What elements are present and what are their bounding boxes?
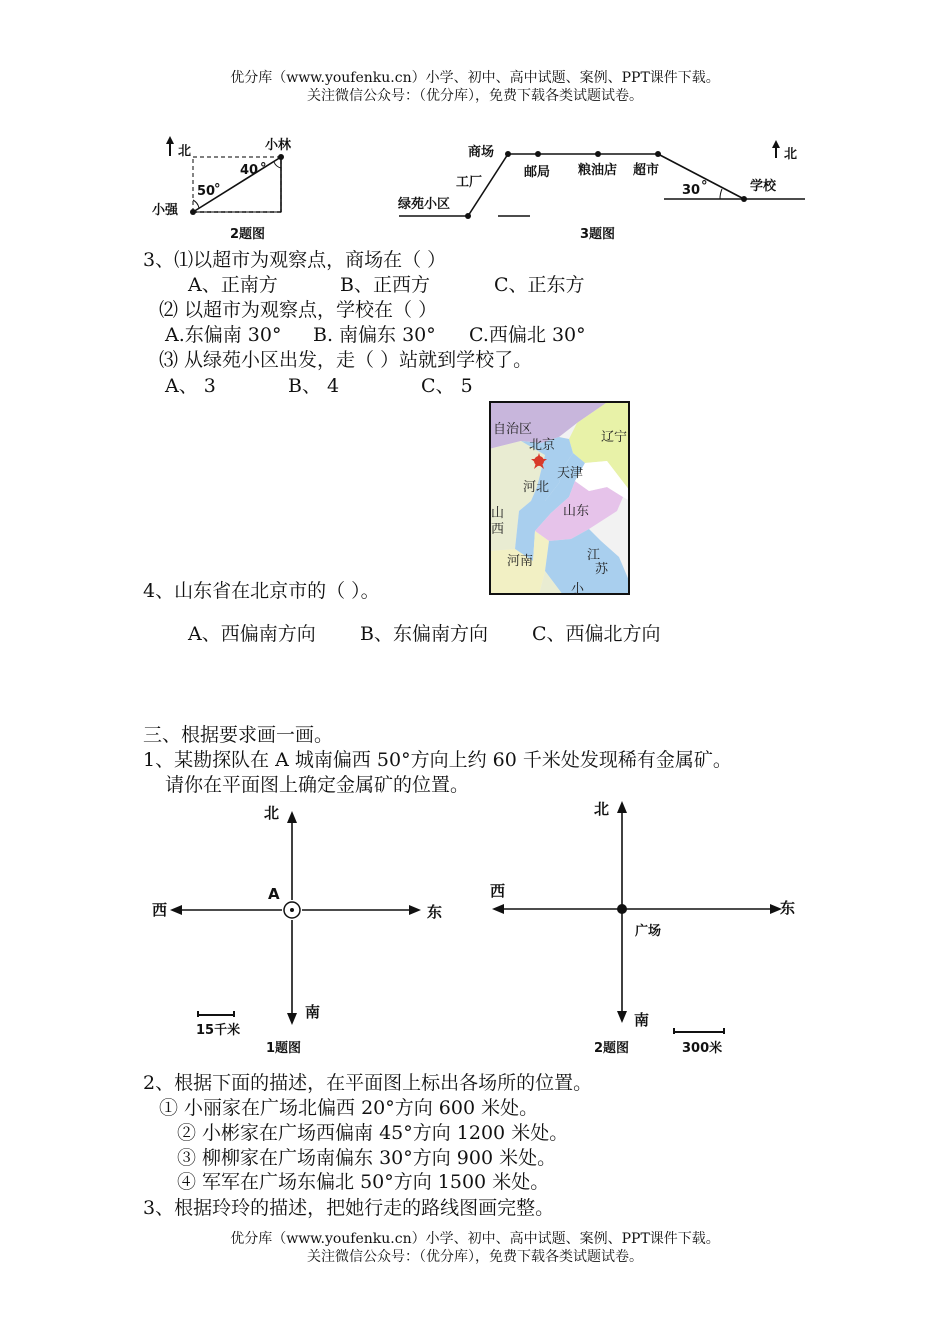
header-line-1: 优分库（www.youfenku.cn）小学、初中、高中试题、案例、PPT课件下载。 [230,70,720,86]
compass2-center: 广场 [635,924,662,939]
fig3-caption: 3题图 [580,227,616,242]
compass2-scale: 300米 [682,1041,723,1056]
q4-opt-c: C、西偏北方向 [532,623,661,645]
fig3-station-5: 学校 [750,179,777,194]
q3-opt2-a: A.东偏南 30° [165,324,282,346]
province-map [489,401,630,595]
compass-figure-1 [140,795,460,1060]
section3-q1-line2: 请你在平面图上确定金属矿的位置。 [165,774,470,796]
map-label-2: 辽宁 [601,430,628,445]
q4-stem: 4、山东省在北京市的（ ）。 [143,580,380,602]
fig3-station-6: 绿苑小区 [398,197,451,212]
map-label-4: 河北 [523,480,550,495]
compass1-north: 北 [264,804,280,822]
map-label-8: 河南 [507,554,534,569]
q2-item-1: ① 小丽家在广场北偏西 20°方向 600 米处。 [159,1097,539,1119]
q3-opt1-a: A、正南方 [188,274,278,296]
compass2-east: 东 [780,899,796,917]
q2-item-2: ② 小彬家在广场西偏南 45°方向 1200 米处。 [177,1122,569,1144]
svg-text:°: ° [214,182,221,197]
map-label-1: 北京 [529,438,556,453]
q4-opt-a: A、西偏南方向 [188,623,316,645]
q3-opt3-c: C、 5 [421,375,473,397]
map-label-6: 山 [491,506,505,521]
q3-opt3-b: B、 4 [288,375,340,397]
q3-stem: 3、⑴以超市为观察点，商场在（ ） [143,249,447,271]
footer-line-2: 关注微信公众号：（优分库），免费下载各类试题试卷。 [307,1249,643,1265]
fig3-angle: 30 [682,183,701,198]
compass2-caption: 2题图 [594,1041,630,1056]
fig2-label-a: 小林 [265,138,292,153]
figure-3-diagram [390,128,810,248]
fig3-station-0: 商场 [468,145,495,160]
compass2-west: 西 [490,882,506,900]
fig3-station-2: 邮局 [524,165,551,180]
fig2-caption: 2题图 [230,227,266,242]
compass2-south: 南 [634,1011,650,1029]
fig2-angle-1: 40 [240,163,259,178]
compass1-caption: 1题图 [266,1041,302,1056]
fig3-north-label: 北 [784,147,798,162]
compass1-south: 南 [305,1003,321,1021]
q3-sub3: ⑶ 从绿苑小区出发，走（ ）站就到学校了。 [159,349,533,371]
fig2-north-label: 北 [178,144,192,159]
figure-2-diagram [150,128,365,248]
q3b-stem: 3、根据玲玲的描述，把她行走的路线图画完整。 [143,1197,555,1219]
fig2-angle-2: 50 [197,184,216,199]
q2-stem: 2、根据下面的描述，在平面图上标出各场所的位置。 [143,1072,593,1094]
fig3-station-4: 超市 [633,163,660,178]
q3-opt2-c: C.西偏北 30° [469,324,586,346]
compass1-east: 东 [427,903,443,921]
map-label-3: 天津 [557,466,584,481]
map-label-7: 西 [491,522,505,537]
q4-opt-b: B、东偏南方向 [360,623,488,645]
map-label-11: 小 [571,582,585,597]
q3-opt2-b: B. 南偏东 30° [313,324,436,346]
compass1-center: A [268,885,280,903]
fig2-label-b: 小强 [152,203,179,218]
q3-sub2: ⑵ 以超市为观察点，学校在（ ） [159,299,438,321]
compass1-scale: 15千米 [196,1023,241,1038]
footer-line-1: 优分库（www.youfenku.cn）小学、初中、高中试题、案例、PPT课件下载。 [230,1231,720,1247]
compass1-west: 西 [152,901,168,919]
map-label-9: 江 [587,548,601,563]
map-label-5: 山东 [563,504,590,519]
svg-text:°: ° [701,179,708,194]
section3-q1-line1: 1、某勘探队在 A 城南偏西 50°方向上约 60 千米处发现稀有金属矿。 [143,749,732,771]
compass2-north: 北 [594,800,610,818]
q2-item-4: ④ 军军在广场东偏北 50°方向 1500 米处。 [177,1171,550,1193]
q3-opt1-b: B、正西方 [340,274,430,296]
map-label-10: 苏 [595,562,609,577]
fig3-station-1: 工厂 [456,175,483,190]
header-line-2: 关注微信公众号：（优分库），免费下载各类试题试卷。 [307,88,643,104]
map-label-0: 自治区 [493,422,533,437]
svg-text:°: ° [260,161,267,176]
q3-opt1-c: C、正东方 [494,274,585,296]
q3-opt3-a: A、 3 [165,375,216,397]
q2-item-3: ③ 柳柳家在广场南偏东 30°方向 900 米处。 [177,1147,557,1169]
fig3-station-3: 粮油店 [578,163,618,178]
section3-title: 三、根据要求画一画。 [143,724,334,746]
compass-figure-2 [480,795,810,1060]
